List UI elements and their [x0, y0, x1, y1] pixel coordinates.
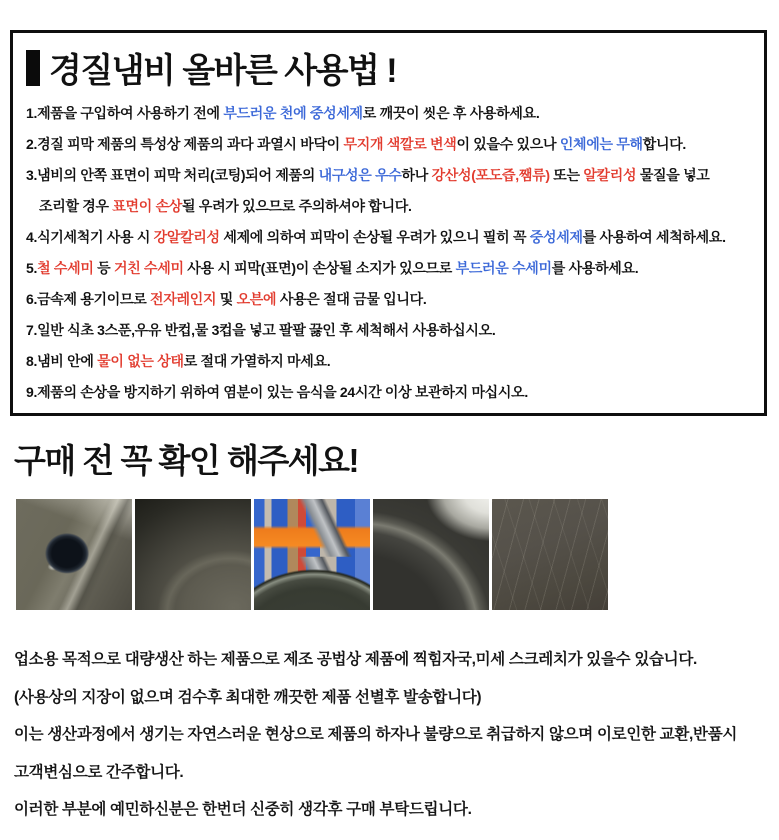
text-segment: 등: [93, 260, 114, 276]
usage-title: 경질냄비 올바른 사용법 !: [49, 52, 397, 90]
text-segment: 세제에 의하여 피막이 손상될 우려가 있으니 필히 꼭: [219, 229, 530, 245]
text-segment: 거친 수세미: [113, 260, 184, 276]
notice-paragraph-5: 이러한 부분에 예민하신분은 한번더 신중히 생각후 구매 부탁드립니다.: [14, 801, 472, 818]
product-photo-4-pot-rim-foil-shine-closeup: [373, 499, 489, 610]
text-segment: 오븐에: [236, 291, 277, 307]
usage-item-4: [26, 222, 758, 253]
text-segment: 강알칼리성: [153, 229, 220, 245]
text-segment: 조리할 경우: [39, 198, 113, 214]
usage-item-3-continued: [26, 191, 758, 222]
text-segment: 6.금속제 용기이므로: [26, 291, 151, 307]
product-photo-1-pot-exterior-rivet-closeup: [16, 499, 132, 610]
text-segment: 내구성은 우수: [318, 167, 402, 183]
text-segment: 사용 시 피막(표면)이 손상될 소지가 있으므로: [183, 260, 456, 276]
notice-paragraph-2: (사용상의 지장이 없으며 검수후 최대한 깨끗한 제품 선별후 발송합니다): [14, 688, 482, 706]
text-segment: 이 있을수 있으나: [456, 136, 560, 152]
text-segment: 합니다.: [642, 136, 687, 152]
text-segment: 강산성(포도즙,쨈류): [431, 167, 550, 183]
usage-item-6: [26, 284, 758, 315]
text-segment: 철 수세미: [37, 260, 94, 276]
purchase-notice-heading: 구매 전 꼭 확인 해주세요!: [14, 442, 358, 479]
product-photo-strip: [16, 499, 779, 610]
text-segment: 부드러운 수세미: [455, 260, 552, 276]
text-segment: 2.경질 피막 제품의 특성상 제품의 과다 과열시 바닥이: [26, 136, 344, 152]
product-description-page: [0, 30, 779, 829]
usage-item-1: [26, 98, 758, 129]
text-segment: 9.제품의 손상을 방지하기 위하여 염분이 있는 음식을 24시간 이상 보관하지 마십시오.: [26, 384, 528, 400]
text-segment: 1.제품을 구입하여 사용하기 전에: [26, 105, 224, 121]
usage-title-row: [26, 43, 758, 92]
text-segment: 무지개 색깔로 변색: [343, 136, 457, 152]
usage-box: [10, 30, 767, 416]
notice-paragraph-4: 고객변심으로 간주합니다.: [14, 763, 184, 781]
text-segment: 로 깨끗이 씻은 후 사용하세요.: [362, 105, 540, 121]
usage-item-7: [26, 315, 758, 346]
notice-paragraphs: [14, 641, 779, 829]
text-segment: 전자레인지: [150, 291, 217, 307]
text-segment: 물질을 넣고: [636, 167, 710, 183]
usage-item-2: [26, 129, 758, 160]
usage-list: [26, 98, 758, 408]
usage-item-9: [26, 377, 758, 408]
text-segment: 4.식기세척기 사용 시: [26, 229, 154, 245]
text-segment: 3.냄비의 안쪽 표면이 피막 처리(코팅)되어 제품의: [26, 167, 319, 183]
usage-item-8: [26, 346, 758, 377]
text-segment: 될 우려가 있으므로 주의하셔야 합니다.: [182, 198, 412, 214]
text-segment: 로 절대 가열하지 마세요.: [183, 353, 331, 369]
text-segment: 중성세제: [529, 229, 583, 245]
text-segment: 및: [216, 291, 237, 307]
product-photo-3-pot-rim-warehouse-background: [254, 499, 370, 610]
text-segment: 7.일반 식초 3스푼,우유 반컵,물 3컵을 넣고 팔팔 끓인 후 세척해서 사용하십시오.: [26, 322, 496, 338]
text-segment: 를 사용하세요.: [551, 260, 639, 276]
text-segment: 인체에는 무해: [559, 136, 643, 152]
text-segment: 또는: [549, 167, 584, 183]
title-bar-icon: [26, 50, 40, 86]
text-segment: 하나: [401, 167, 432, 183]
text-segment: 8.냄비 안에: [26, 353, 98, 369]
usage-item-5: [26, 253, 758, 284]
text-segment: 알칼리성: [583, 167, 637, 183]
text-segment: 를 사용하여 세척하세요.: [582, 229, 726, 245]
usage-item-3: [26, 160, 758, 191]
notice-paragraph-1: 업소용 목적으로 대량생산 하는 제품으로 제조 공법상 제품에 찍힘자국,미세 스크레치가 있을수 있습니다.: [14, 651, 698, 668]
text-segment: 사용은 절대 금물 입니다.: [276, 291, 427, 307]
product-photo-2-pot-interior-coating-closeup: [135, 499, 251, 610]
product-photo-5-pot-surface-fine-scratches: [492, 499, 608, 610]
text-segment: 물이 없는 상태: [97, 353, 184, 369]
notice-paragraph-3: 이는 생산과정에서 생기는 자연스러운 현상으로 제품의 하자나 불량으로 취급하지 않으며 이로인한 교환,반품시: [14, 726, 738, 743]
text-segment: 부드러운 천에 중성세제: [223, 105, 363, 121]
text-segment: 5.: [26, 260, 38, 276]
text-segment: 표면이 손상: [112, 198, 183, 214]
